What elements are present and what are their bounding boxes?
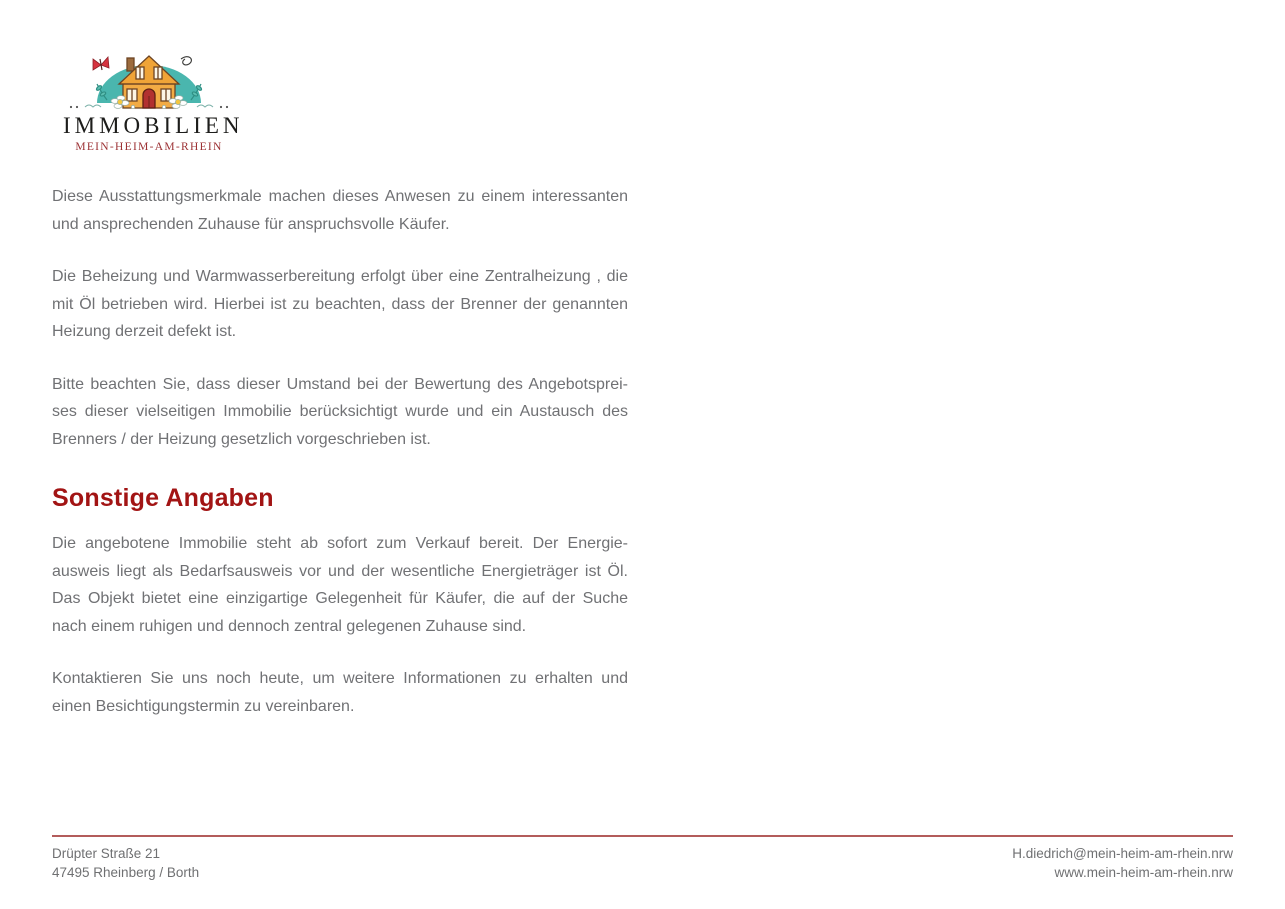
brand-name: IMMOBILIEN [63, 113, 244, 138]
footer-address [52, 845, 199, 882]
paragraph-contact: Kontaktieren Sie uns noch heute, um weitere Informationen zu erhalten und einen Besichtigungstermin zu vereinbaren. [52, 670, 628, 715]
paragraph-features: Diese Ausstattungsmerkmale machen dieses Anwesen zu einem interessanten und ansprechenden Zuhause für anspruchsvolle Käufer. [52, 188, 628, 233]
address-city: 47495 Rheinberg / Borth [52, 864, 200, 880]
document-body [52, 183, 628, 745]
contact-email: H.diedrich@mein-heim-am-rhein.nrw [1012, 846, 1233, 861]
brand-logo [63, 50, 244, 153]
brand-tagline: MEIN-HEIM-AM-RHEIN [75, 141, 223, 153]
page-footer [52, 835, 1233, 882]
paragraph-heating: Die Beheizung und Warmwasserbereitung erfolgt über eine Zentralheizung , die mit Öl betrieben wird. Hierbei ist zu beachten, dass der Brenner der genannten Heizung derzeit defekt ist. [52, 268, 628, 340]
swirl-icon [181, 57, 191, 65]
butterfly-icon [93, 57, 109, 70]
section-heading: Sonstige Angaben [52, 484, 274, 512]
house-illustration-icon [63, 50, 235, 112]
contact-website: www.mein-heim-am-rhein.nrw [1054, 864, 1233, 880]
address-street: Drüpter Straße 21 [52, 846, 161, 861]
footer-contact [1012, 845, 1233, 882]
paragraph-availability: Die angebotene Immobilie steht ab sofort zum Verkauf bereit. Der Energieausweis liegt als Bedarfsausweis vor und der wesentliche Energieträger ist Öl. Das Objekt bietet eine einzigartige Gelegenheit für Käufer, die auf der Suche nach einem ruhigen und dennoch zentral gelegenen Zuhause sind. [52, 535, 628, 635]
paragraph-price-note: Bitte beachten Sie, dass dieser Umstand bei der Bewertung des Angebotspreises dieser vielseitigen Immobilie berücksichtigt wurde und ein Austausch des Brenners / der Heizung gesetzlich vorgeschrieben ist. [52, 375, 628, 448]
